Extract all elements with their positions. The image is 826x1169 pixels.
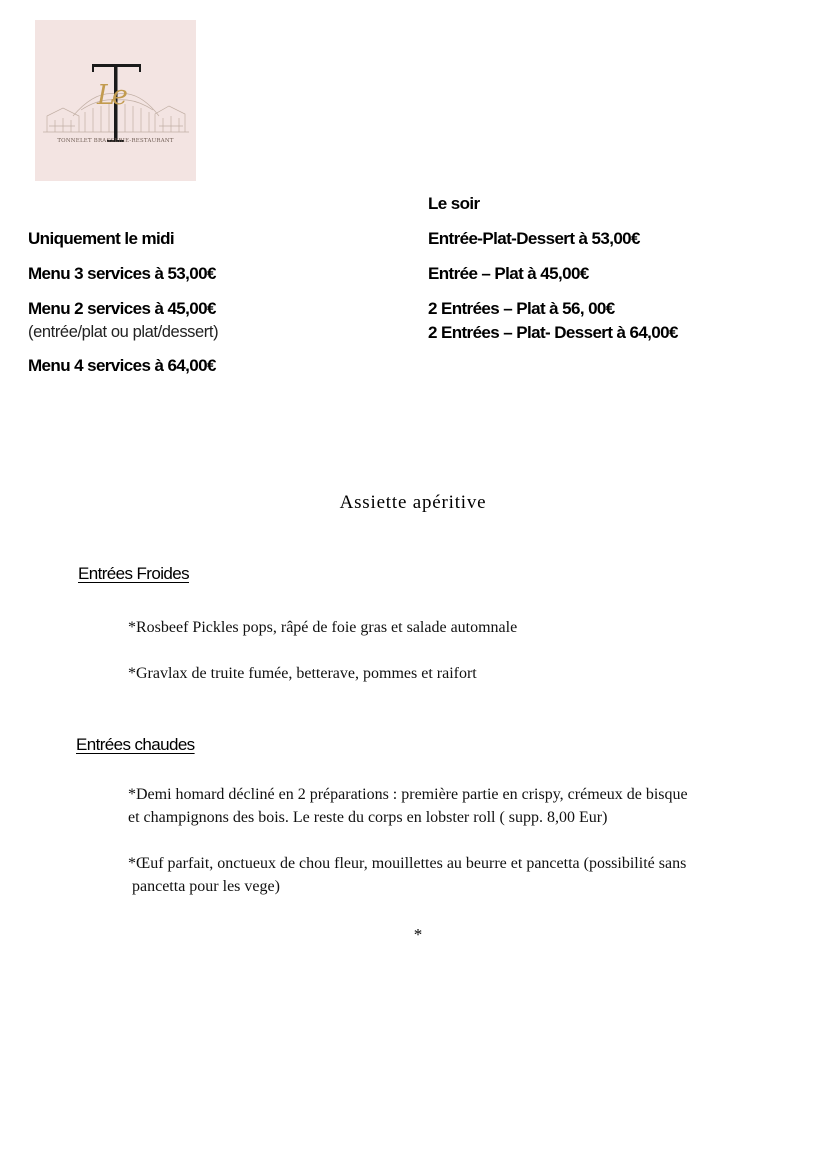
entrees-chaudes-heading: Entrées chaudes (76, 735, 195, 754)
menu-soir-title: Le soir (428, 194, 480, 213)
separator-star: * (413, 925, 423, 944)
menu-midi (28, 227, 408, 378)
logo-letters: Le (97, 80, 125, 111)
dish-item (128, 852, 798, 898)
menu-midi-item: Menu 2 services à 45,00€ (28, 299, 216, 318)
menu-midi-note: (entrée/plat ou plat/dessert) (28, 323, 219, 341)
dish-line: *Œuf parfait, onctueux de chou fleur, mouillettes au beurre et pancetta (possibilité sans (128, 855, 687, 872)
dish-line: et champignons des bois. Le reste du corps en lobster roll ( supp. 8,00 Eur) (128, 809, 608, 826)
menu-soir (428, 192, 808, 345)
dish-line: pancetta pour les vege) (128, 878, 280, 895)
assiette-aperitive-heading: Assiette apéritive (339, 492, 487, 513)
dish-item (128, 783, 798, 829)
menu-soir-item: Entrée-Plat-Dessert à 53,00€ (428, 229, 640, 248)
logo-tagline: TONNELET BRASSERIE-RESTAURANT (57, 138, 174, 144)
menu-soir-item: Entrée – Plat à 45,00€ (428, 264, 589, 283)
menu-midi-title: Uniquement le midi (28, 229, 174, 248)
menu-midi-item: Menu 4 services à 64,00€ (28, 356, 216, 375)
dish-line: *Demi homard décliné en 2 préparations : première partie en crispy, crémeux de bisque (128, 786, 688, 803)
dish-item: *Rosbeef Pickles pops, râpé de foie gras et salade automnale (128, 619, 518, 636)
menu-midi-item: Menu 3 services à 53,00€ (28, 264, 216, 283)
entrees-froides-heading: Entrées Froides (78, 564, 189, 583)
menu-soir-item: 2 Entrées – Plat à 56, 00€ (428, 299, 615, 318)
dish-item: *Gravlax de truite fumée, betterave, pommes et raifort (128, 665, 477, 682)
restaurant-logo (35, 20, 196, 181)
menu-soir-item: 2 Entrées – Plat- Dessert à 64,00€ (428, 323, 678, 342)
